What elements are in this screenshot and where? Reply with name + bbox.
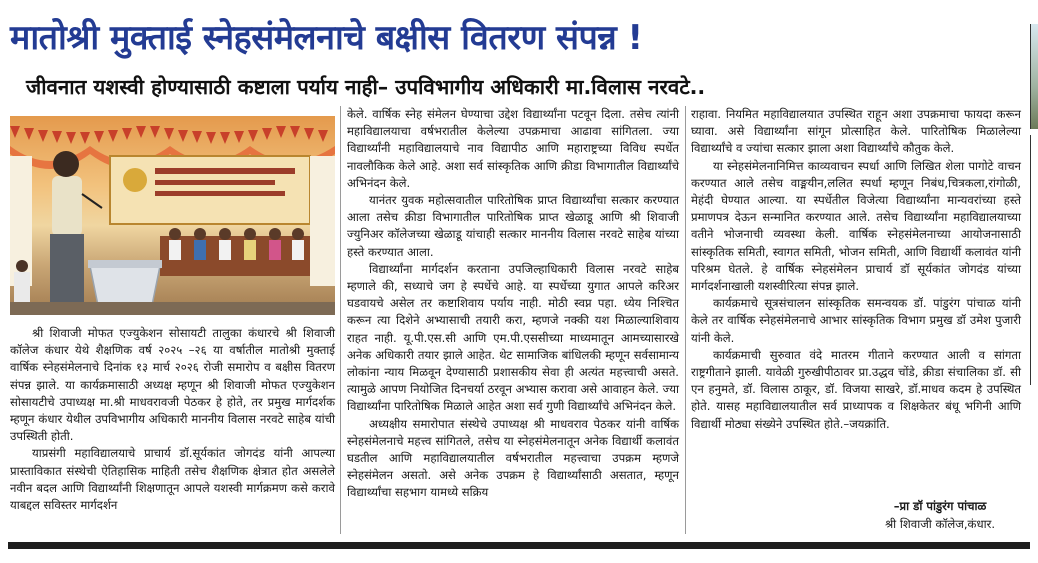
paragraph: याप्रसंगी महाविद्यालयाचे प्राचार्य डॉ.सूर्यकांत जोगदंड यांनी आपल्या प्रास्ताविकात संस्थेची ऐतिहासिक माहिती तसेच शैक्षणिक क्षेत्रात होत असलेले नवीन बदल आणि विद्यार्थ्यांनी शिक्षणातून आपले यशस्वी मार्गक्रमण कसे करावे याबद्दल सविस्तर मार्गदर्शन (10, 446, 335, 513)
bottom-rule (8, 542, 1030, 549)
article-column-1 (10, 325, 335, 535)
column-divider (685, 106, 686, 534)
article-column-3 (691, 106, 1021, 486)
headline: मातोश्री मुक्ताई स्नेहसंमेलनाचे बक्षीस वितरण संपन्न ! (10, 18, 643, 58)
event-photo (10, 116, 335, 315)
byline-author: –प्रा डॉ पांडुरंग पांचाळ (893, 499, 987, 513)
event-stage-photo-icon (10, 116, 335, 315)
paragraph: राहावा. नियमित महाविद्यालयात उपस्थित राहून अशा उपक्रमाचा फायदा करून घ्यावा. असे विद्यार्थ्यांना सांगून प्रोत्साहित केले. पारितोषिक मिळालेल्या विद्यार्थ्यांचे व ज्यांचा सत्कार झाला अशा विद्यार्थ्यांचे कौतुक केले. (691, 107, 1021, 156)
paragraph: या स्नेहसंमेलनानिमित्त काव्यवाचन स्पर्धा आणि लिखित शेला पागोटे वाचन करण्यात आले तसेच वाङ्मयीन,ललित स्पर्धा म्हणून निबंध,चित्रकला,रांगोळी, मेहंदी घेण्यात आल्या. या स्पर्धेतील विजेत्या विद्यार्थ्यांना मान्यवरांच्या हस्ते प्रमाणपत्र देऊन सन्मानित करण्यात आले. तसेच विद्यार्थ्यांना महाविद्यालयाच्या वतीने भोजनाची व्यवस्था केली. वार्षिक स्नेहसंमेलनाच्या आयोजनासाठी सांस्कृतिक समिती, स्वागत समिती, भोजन समिती, आणि विद्यार्थी कलावंत यांनी परिश्रम घेतले. हे वार्षिक स्नेहसंमेलन प्राचार्य डॉ सूर्यकांत जोगदंड यांच्या मार्गदर्शनाखाली यशस्वीरित्या संपन्न झाले. (691, 158, 1021, 294)
column-divider (340, 106, 341, 534)
byline-affiliation: श्री शिवाजी कॉलेज,कंधार. (884, 517, 996, 531)
paragraph: श्री शिवाजी मोफत एज्युकेशन सोसायटी तालुका कंधारचे श्री शिवाजी कॉलेज कंधार येथे शैक्षणिक वर्ष २०२५ –२६ या वर्षातील मातोश्री मुक्ताई वार्षिक स्नेहसंमेलनाचे दिनांक १३ मार्च २०२६ रोजी समारोप व बक्षीस वितरण संपन्न झाले. या कार्यक्रमासाठी अध्यक्ष म्हणून श्री शिवाजी मोफत एज्युकेशन सोसायटीचे उपाध्यक्ष मा.श्री माधवरावजी पेठकर हे होते, तर प्रमुख मार्गदर्शक म्हणून कंधार येथील उपविभागीय अधिकारी माननीय विलास नरवटे साहेब यांची उपस्थिती होती. (10, 326, 335, 444)
article-column-2 (347, 106, 679, 536)
paragraph: कार्यक्रमाचे सूत्रसंचालन सांस्कृतिक समन्वयक डॉ. पांडुरंग पांचाळ यांनी केले तर वार्षिक स्नेहसंमेलनाचे आभार सांस्कृतिक विभाग प्रमुख डॉ उमेश पुजारी यांनी केले. (691, 296, 1021, 345)
subheadline: जीवनात यशस्वी होण्यासाठी कष्टाला पर्याय नाही– उपविभागीय अधिकारी मा.विलास नरवटे.. (26, 75, 706, 99)
paragraph: केले. वार्षिक स्नेह संमेलन घेण्याचा उद्देश विद्यार्थ्यांना पटवून दिला. तसेच त्यांनी महाविद्यालयाचा वर्षभरातील केलेल्या उपक्रमाचा आढावा सांगितला. ज्या विद्यार्थ्यांनी महाविद्यालयाचे नाव विद्यापीठ आणि महाराष्ट्रच्या विविध स्पर्धेत नावलौकिक केले आहे. अशा सर्व सांस्कृतिक आणि क्रीडा विभागातील विद्यार्थ्यांचे अभिनंदन केले. (347, 107, 679, 190)
paragraph: अध्यक्षीय समारोपात संस्थेचे उपाध्यक्ष श्री माधवराव पेठकर यांनी वार्षिक स्नेहसंमेलनाचे महत्त्व सांगितले, तसेच या स्नेहसंमेलनातून अनेक विद्यार्थी कलावंत घडतील आणि महाविद्यालयातील वर्षभरातील महत्त्वाचा उपक्रम म्हणजे स्नेहसंमेलन असतो. असे अनेक उपक्रम हे विद्यार्थ्यांसाठी असतात, म्हणून विद्यार्थ्यांचा सहभाग यामध्ये सक्रिय (347, 416, 679, 500)
adjacent-article-photo-edge (1030, 24, 1038, 129)
paragraph: कार्यक्रमाची सुरुवात वंदे मातरम गीताने करण्यात आली व सांगता राष्ट्रगीताने झाली. यावेळी गुरुखीपीठावर प्रा.उद्धव चोंडे, क्रीडा संचालिका डॉ. सी एन हनुमते, डॉ. विलास ठाकूर, डॉ. विजया साखरे, डॉ.माधव कदम हे उपस्थित होते. यासह महाविद्यालयातील सर्व प्राध्यापक व शिक्षकेतर बंधू भगिनी आणि विद्यार्थी मोठ्या संख्येने उपस्थित होते.–जयक्रांति. (691, 347, 1021, 431)
adjacent-article-edge (1030, 135, 1038, 385)
paragraph: यानंतर युवक महोत्सवातील पारितोषिक प्राप्त विद्यार्थ्यांचा सत्कार करण्यात आला तसेच क्रीडा विभागातील पारितोषिक प्राप्त खेळाडू आणि श्री शिवाजी ज्युनिअर कॉलेजच्या खेळाडू यांचाही सत्कार माननीय विलास नरवटे साहेब यांच्या हस्ते करण्यात आला. (347, 193, 679, 259)
paragraph: विद्यार्थ्यांना मार्गदर्शन करताना उपजिल्हाधिकारी विलास नरवटे साहेब म्हणाले की, सध्याचे जग हे स्पर्धेचे आहे. या स्पर्धेच्या युगात आपले करिअर घडवायचे असेल तर कष्टाशिवाय पर्याय नाही. मोठी स्वप्न पहा. ध्येय निश्चित करून त्या दिशेने अभ्यासाची तयारी करा, म्हणजे नक्की यश मिळाल्याशिवाय राहत नाही. यू.पी.एस.सी आणि एम.पी.एससीच्या माध्यमातून आमच्यासारखे अनेक अधिकारी तयार झाले आहेत. थेट सामाजिक बांधिलकी म्हणून सर्वसामान्य लोकांना न्याय मिळवून देण्यासाठी प्रशासकीय सेवा ही अत्यंत महत्त्वाची असते. त्यामुळे आपण नियोजित दिनचर्या ठरवून अभ्यास करावा असे आवाहन केले. ज्या विद्यार्थ्यांना पारितोषिक मिळाले आहेत अशा सर्व गुणी विद्यार्थ्यांचे अभिनंदन केले. (347, 261, 679, 414)
byline (860, 497, 1020, 533)
